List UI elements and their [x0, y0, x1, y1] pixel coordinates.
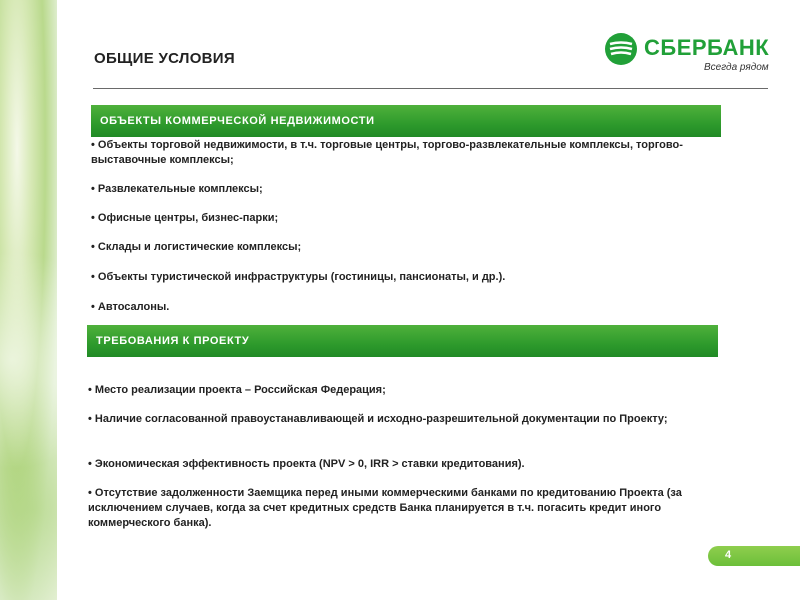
logo-name: СБЕРБАНК: [644, 35, 770, 60]
title-divider: [93, 88, 768, 89]
page-title: ОБЩИЕ УСЛОВИЯ: [94, 50, 235, 67]
page-number-badge: [708, 546, 800, 566]
logo-slogan: Всегда рядом: [704, 62, 769, 73]
list-item: • Наличие согласованной правоустанавливающей и исходно-разрешительной документации по Проекту;: [88, 413, 668, 425]
sberbank-logo: [604, 32, 774, 76]
list-item: • Офисные центры, бизнес-парки;: [91, 212, 279, 224]
list-item: • Склады и логистические комплексы;: [91, 241, 302, 253]
list-item: • Экономическая эффективность проекта (NPV > 0, IRR > ставки кредитования).: [88, 458, 525, 470]
page-number: 4: [725, 549, 732, 561]
list-item: • Объекты торговой недвижимости, в т.ч. торговые центры, торгово-развлекательные комплексы, торгово-выставочные комплексы;: [91, 139, 683, 166]
sberbank-logo-icon: [604, 32, 638, 66]
list-item: • Отсутствие задолженности Заемщика перед иными коммерческими банками по кредитованию Проекта (за исключением случаев, когда за счет кредитных средств Банка планируется в т.ч. погасить кредит иного коммерческого банка).: [88, 487, 682, 529]
list-item: • Автосалоны.: [91, 301, 170, 313]
list-item: • Развлекательные комплексы;: [91, 183, 263, 195]
decorative-side-panel: [0, 0, 57, 600]
section-header-project-requirements: ТРЕБОВАНИЯ К ПРОЕКТУ: [87, 325, 718, 357]
section-header-commercial-real-estate: ОБЪЕКТЫ КОММЕРЧЕСКОЙ НЕДВИЖИМОСТИ: [91, 105, 721, 137]
list-item: • Место реализации проекта – Российская Федерация;: [88, 384, 386, 396]
list-item: • Объекты туристической инфраструктуры (гостиницы, пансионаты, и др.).: [91, 271, 506, 283]
